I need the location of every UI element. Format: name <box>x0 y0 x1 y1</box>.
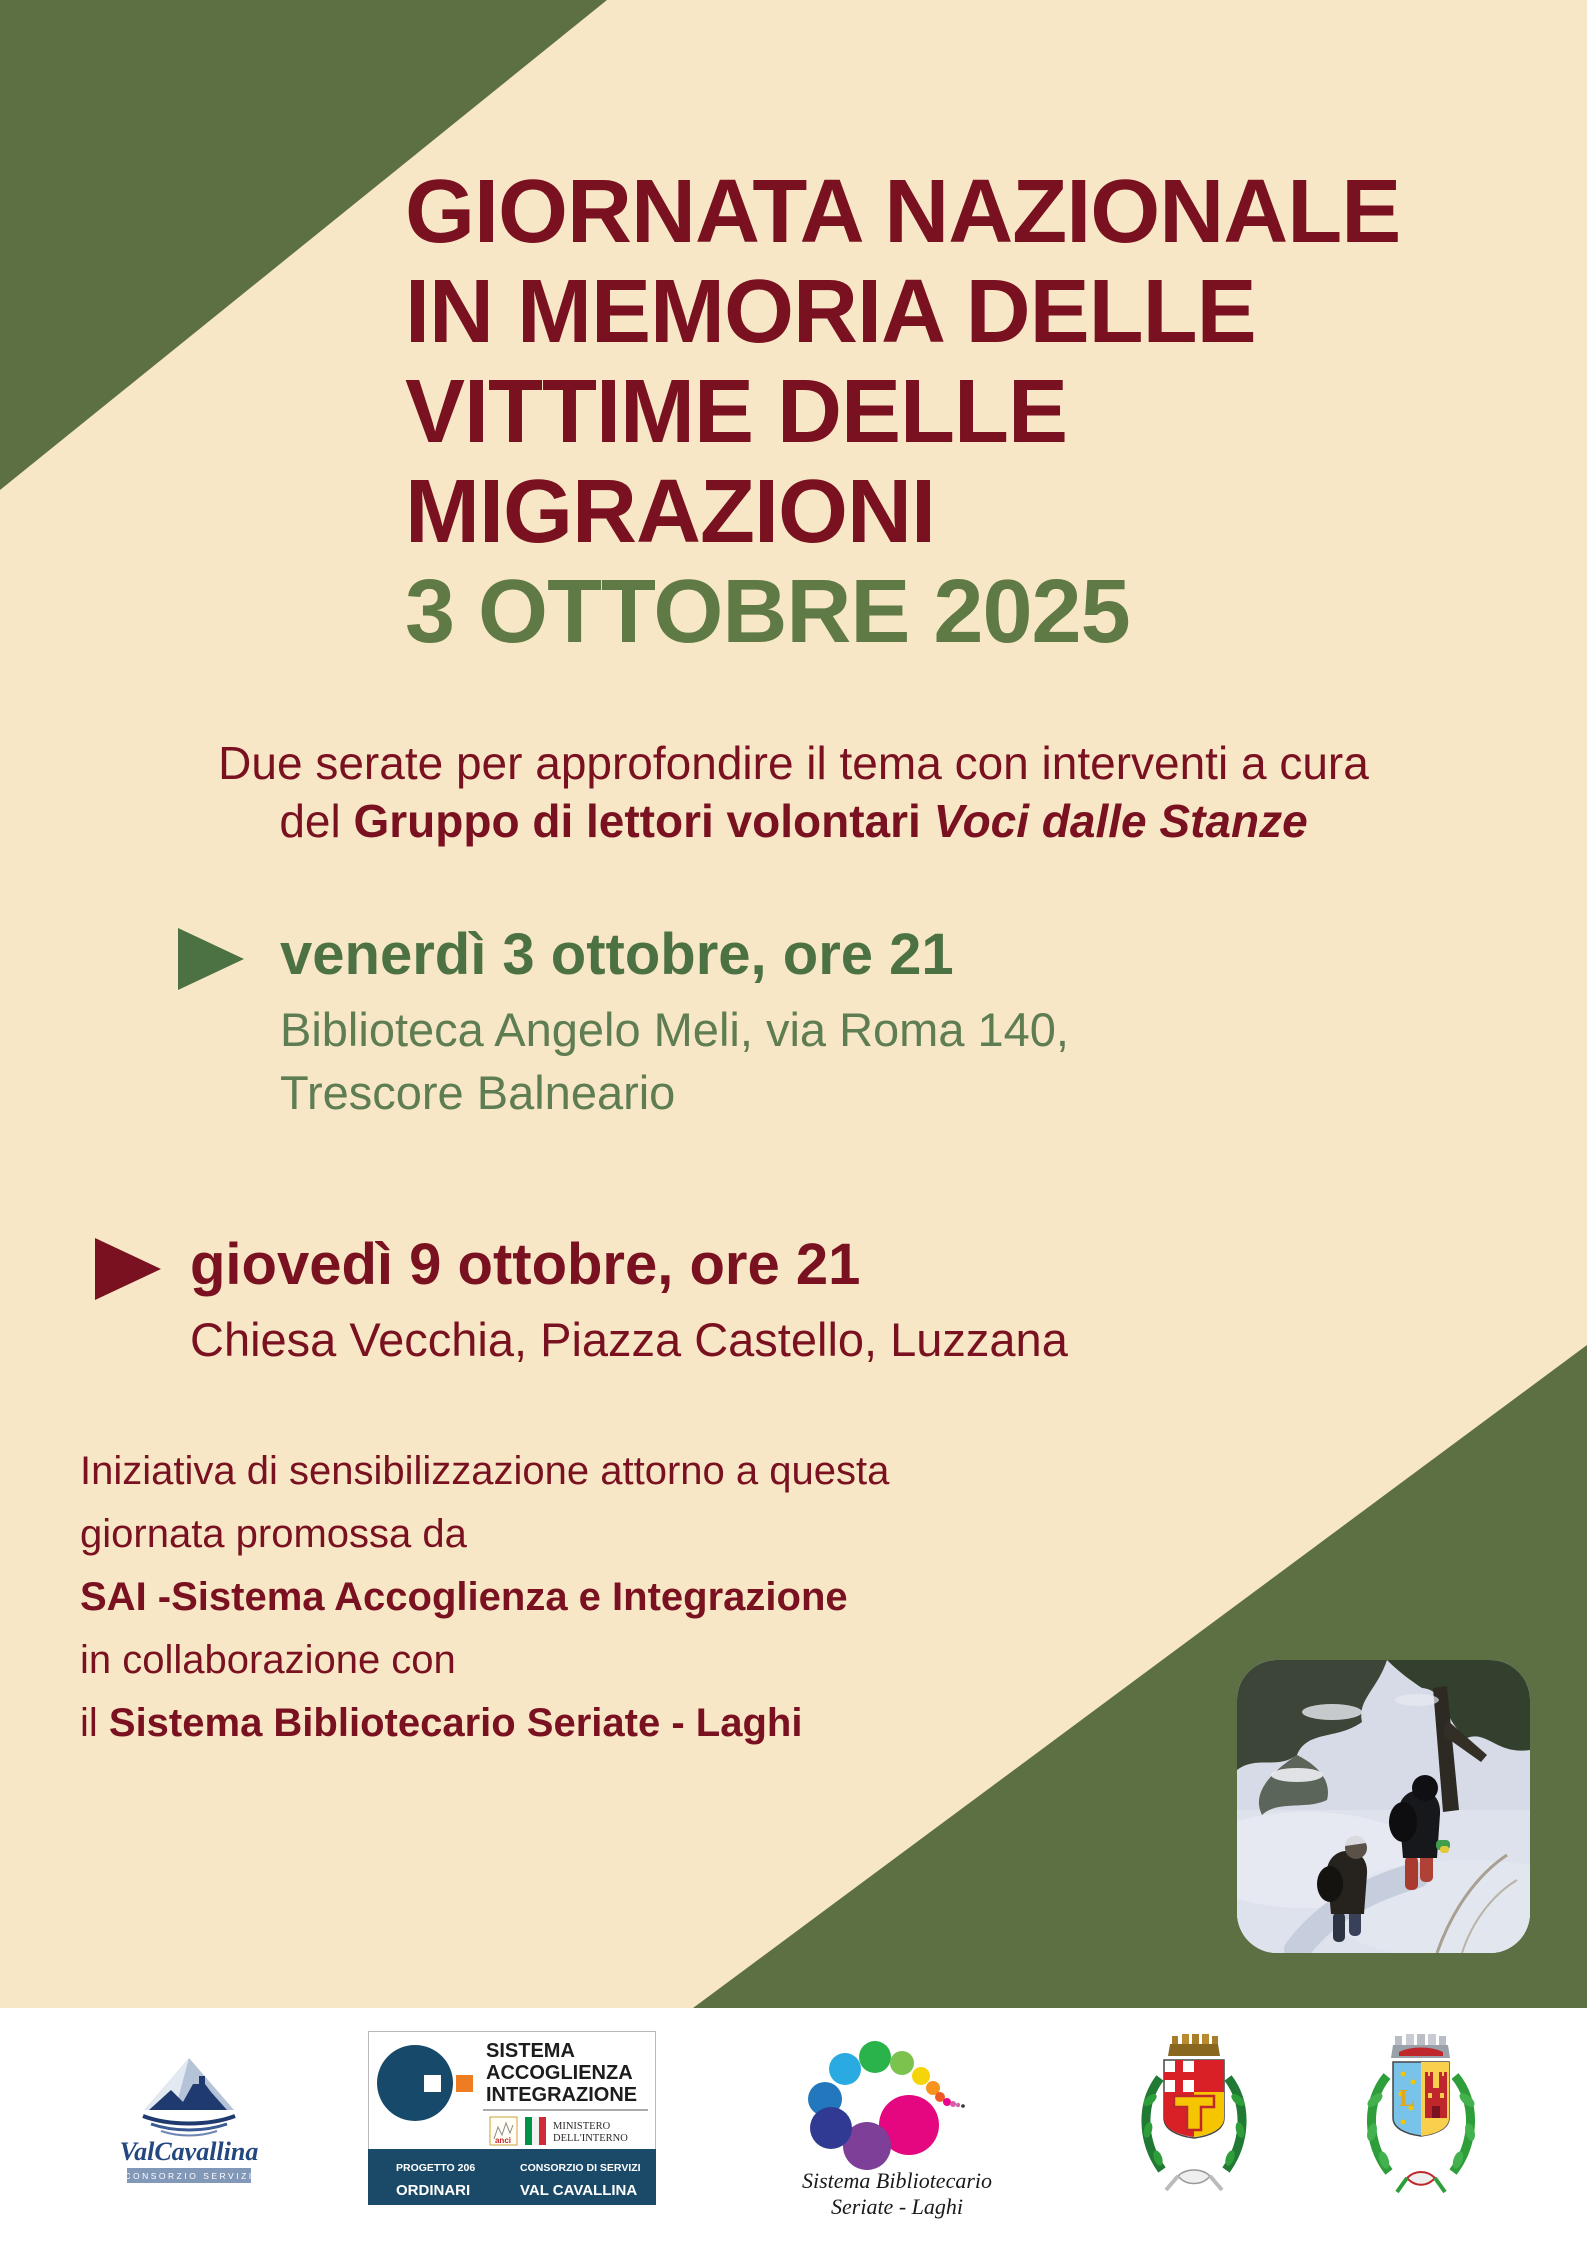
sai-strip-progetto: PROGETTO 206 <box>396 2162 476 2174</box>
event-1-address-line-1: Biblioteca Angelo Meli, via Roma 140, <box>280 1003 1069 1056</box>
triangle-bullet-icon <box>178 928 244 990</box>
intro-line2-italic: Voci dalle Stanze <box>933 795 1308 847</box>
promo-line-4: in collaborazione con <box>80 1638 456 1682</box>
sai-title-line3: INTEGRAZIONE <box>486 2084 638 2106</box>
shield-icon <box>1393 2062 1449 2136</box>
promo-line-1: Iniziativa di sensibilizzazione attorno a questa <box>80 1449 890 1493</box>
promo-line5-bold: Sistema Bibliotecario Seriate - Laghi <box>108 1701 803 1745</box>
title-line-3: VITTIME DELLE <box>405 362 1067 462</box>
intro-line-2 <box>0 792 1587 850</box>
valcavallina-wordmark: ValCavallina <box>119 2137 259 2166</box>
valcavallina-tagline: CONSORZIO SERVIZI <box>124 2171 254 2181</box>
sai-strip-consorzio: CONSORZIO DI SERVIZI <box>520 2162 641 2174</box>
intro-line2-bold: Gruppo di lettori volontari <box>353 795 934 847</box>
poster-title <box>405 162 1400 662</box>
promoters-text <box>80 1440 889 1755</box>
event-2 <box>190 1232 1068 1371</box>
anci-wordmark: anci <box>494 2136 512 2145</box>
sai-title-line2: ACCOGLIENZA <box>486 2062 633 2084</box>
mural-crown-gold-icon <box>1168 2034 1220 2056</box>
italian-flag-icon <box>525 2117 546 2145</box>
promo-line5-prefix: il <box>80 1701 109 1745</box>
ministero-line1: MINISTERO <box>553 2121 611 2132</box>
ministero-line2: DELL'INTERNO <box>553 2133 628 2144</box>
sai-logo <box>368 2031 656 2210</box>
trescore-coat-of-arms <box>1126 2030 1262 2203</box>
event-2-address-line-1: Chiesa Vecchia, Piazza Castello, Luzzana <box>190 1313 1068 1366</box>
promo-line-5 <box>80 1692 889 1755</box>
title-line-1: GIORNATA NAZIONALE <box>405 162 1401 262</box>
luzzana-L: L <box>1398 2086 1416 2112</box>
triangle-bullet-icon <box>95 1238 161 1300</box>
sai-strip-ordinari: ORDINARI <box>396 2182 471 2199</box>
promo-line-2: giornata promossa da <box>80 1512 467 1556</box>
event-2-title: giovedì 9 ottobre, ore 21 <box>190 1232 861 1297</box>
shield-icon <box>1164 2060 1224 2138</box>
promo-line-3: SAI -Sistema Accoglienza e Integrazione <box>80 1575 848 1619</box>
mural-crown-silver-icon <box>1391 2034 1450 2058</box>
event-1-address <box>280 998 1069 1124</box>
footer-logo-band <box>0 2008 1587 2245</box>
event-1-address-line-2: Trescore Balneario <box>280 1066 676 1119</box>
sistbib-line1: Sistema Bibliotecario <box>801 2168 993 2193</box>
sistbib-line2: Seriate - Laghi <box>831 2194 963 2219</box>
event-1-title: venerdì 3 ottobre, ore 21 <box>280 922 954 987</box>
anci-logo <box>490 2117 517 2145</box>
color-spiral-icon <box>808 2041 965 2170</box>
title-line-4: MIGRAZIONI <box>405 462 935 562</box>
intro-line-1: Due serate per approfondire il tema con interventi a cura <box>218 737 1369 789</box>
sai-strip-valcavallina: VAL CAVALLINA <box>520 2182 638 2199</box>
intro-text <box>0 734 1587 850</box>
snow-hike-photo <box>1237 1660 1530 1953</box>
sistema-bibliotecario-logo <box>787 2033 1007 2228</box>
event-2-address <box>190 1308 1068 1371</box>
sai-title-line1: SISTEMA <box>486 2040 575 2062</box>
intro-line2-prefix: del <box>279 795 354 847</box>
luzzana-coat-of-arms <box>1353 2030 1489 2203</box>
sai-circle-icon <box>377 2045 453 2121</box>
sai-orange-square-icon <box>456 2075 473 2092</box>
title-line-2: IN MEMORIA DELLE <box>405 262 1256 362</box>
title-date: 3 OTTOBRE 2025 <box>405 562 1130 662</box>
snow-hike-photo-art <box>1237 1660 1530 1953</box>
valcavallina-logo <box>119 2048 259 2203</box>
event-1 <box>280 922 1069 1124</box>
